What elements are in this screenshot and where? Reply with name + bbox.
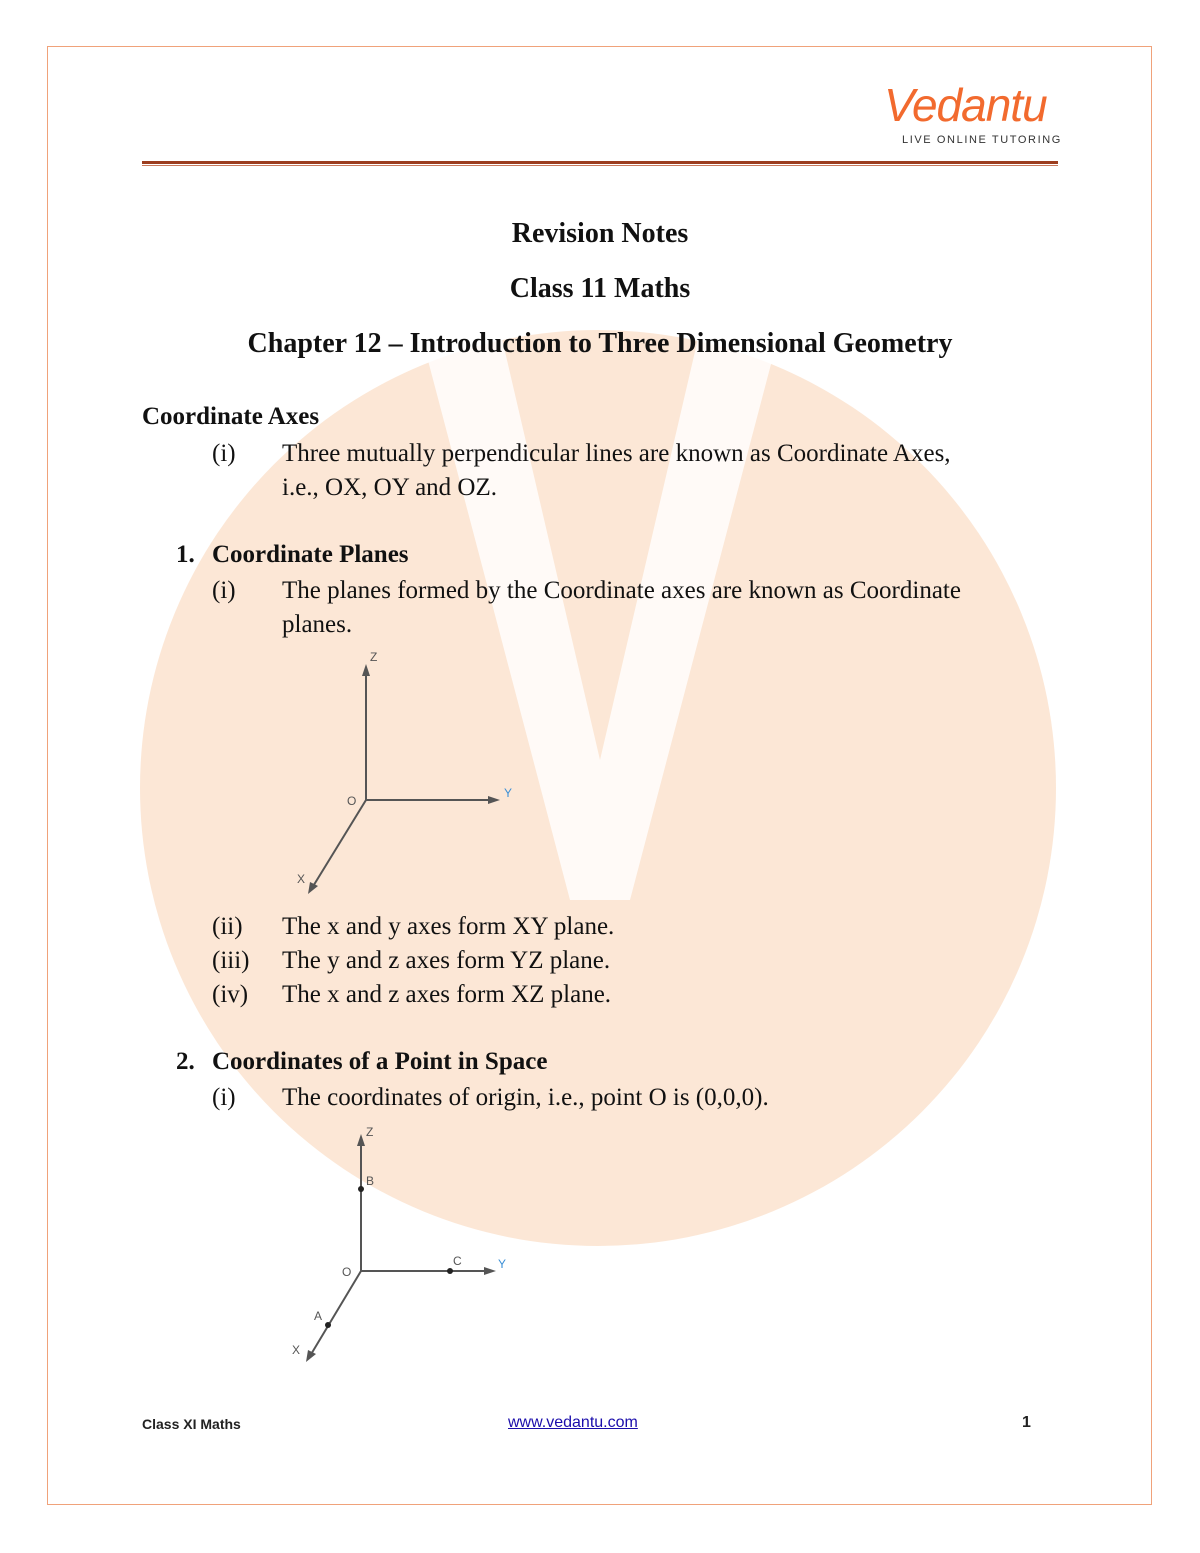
list-text: The x and y axes form XY plane.: [282, 913, 615, 940]
heading-coordinate-axes: Coordinate Axes: [142, 403, 320, 430]
list-text: The planes formed by the Coordinate axes are known as Coordinate: [282, 577, 961, 604]
origin-label: O: [342, 1265, 352, 1279]
list-number: (ii): [212, 913, 243, 940]
list-text: The y and z axes form YZ plane.: [282, 947, 611, 974]
title-chapter: Chapter 12 – Introduction to Three Dimensional Geometry: [247, 328, 953, 359]
page-number: 1: [1022, 1414, 1031, 1431]
footer-class-label: Class XI Maths: [142, 1416, 241, 1432]
header-rule: [142, 161, 1058, 164]
vedantu-logo: [884, 78, 1064, 150]
list-text: The coordinates of origin, i.e., point O is (0,0,0).: [282, 1084, 769, 1111]
footer-website-link[interactable]: www.vedantu.com: [508, 1414, 638, 1431]
page-border: [47, 46, 1152, 1505]
list-text: planes.: [282, 611, 353, 638]
list-number: (iv): [212, 981, 249, 1008]
list-number: (i): [212, 577, 236, 604]
origin-label: O: [347, 794, 357, 808]
list-text: i.e., OX, OY and OZ.: [282, 474, 498, 501]
y-axis-label: Y: [504, 786, 513, 800]
list-number: (iii): [212, 947, 250, 974]
x-axis-label: X: [292, 1343, 301, 1357]
x-axis-label: X: [297, 872, 306, 886]
point-a-label: A: [314, 1309, 323, 1323]
header-rule-thin: [142, 165, 1058, 166]
title-class: Class 11 Maths: [509, 273, 691, 304]
heading-coordinate-planes: Coordinate Planes: [212, 541, 409, 568]
list-number: (i): [212, 440, 236, 467]
y-axis-label: Y: [498, 1257, 507, 1271]
point-c-label: C: [453, 1254, 462, 1268]
section-number: 2.: [176, 1048, 195, 1075]
heading-point-in-space: Coordinates of a Point in Space: [212, 1048, 548, 1075]
list-text: Three mutually perpendicular lines are known as Coordinate Axes,: [282, 440, 951, 467]
logo-tagline: LIVE ONLINE TUTORING: [902, 134, 1062, 146]
list-number: (i): [212, 1084, 236, 1111]
list-text: The x and z axes form XZ plane.: [282, 981, 612, 1008]
logo-wordmark: Vedantu: [884, 79, 1047, 131]
section-number: 1.: [176, 541, 195, 568]
title-revision-notes: Revision Notes: [511, 218, 689, 249]
z-axis-label: Z: [370, 650, 378, 664]
point-b-label: B: [366, 1174, 375, 1188]
z-axis-label: Z: [366, 1125, 374, 1139]
